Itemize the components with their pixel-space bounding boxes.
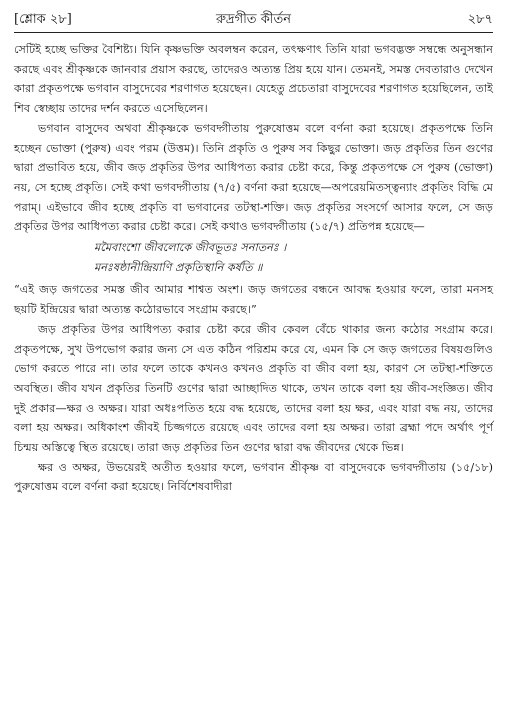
verse-line-2: মনঃষষ্ঠানীন্দ্রিয়াণি প্রকৃতিস্থানি কর্ষতি ॥ [94, 260, 263, 274]
paragraph-2: ভগবান বাসুদেব অথবা শ্রীকৃষ্ণকে ভগবদ্গীতায় পুরুষোত্তম বলে বর্ণনা করা হয়েছে। প্রকৃতপক্ষে তিনি হচ্ছেন ভোক্তা (পুরুষ) এবং পরম (উত্তম)। তিনি প্রকৃতি ও পুরুষ সব কিছুর ভোক্তা। জড় প্রকৃতির তিন গুণের দ্বারা প্রভাবিত হয়ে, জীব জড় প্রকৃতির উপর আধিপত্য করার চেষ্টা করে, কিন্তু প্রকৃতপক্ষে সে পুরুষ (ভোক্তা) নয়, সে হচ্ছে প্রকৃতি। সেই কথা ভগবদ্গীতায় (৭/৫) বর্ণনা করা হয়েছে—অপরেয়মিতস্ত্বন্যাং প্রকৃতিং বিদ্ধি মে পরাম্। এইভাবে জীব হচ্ছে প্রকৃতি বা ভগবানের তটস্থা-শক্তি। জড় প্রকৃতির সংসর্গে আসার ফলে, সে জড় প্রকৃতির উপর আধিপত্য করার চেষ্টা করে। সেই কথাও ভগবদ্গীতায় (১৫/৭) প্রতিপন্ন হয়েছে— [14, 121, 493, 234]
verse-translation: “এই জড় জগতের সমস্ত জীব আমার শাশ্বত অংশ। জড় জগতের বন্ধনে আবদ্ধ হওয়ার ফলে, তারা মনসহ ছয়টি ইন্দ্রিয়ের দ্বারা অত্যন্ত কঠোরভাবে সংগ্রাম করছে।” [14, 283, 493, 317]
paragraph-1: সেটিই হচ্ছে ভক্তির বৈশিষ্ট্য। যিনি কৃষ্ণভক্তি অবলম্বন করেন, তৎক্ষণাৎ তিনি যারা ভগবদ্ভক্ত সম্বন্ধে অনুসন্ধান করছে এবং শ্রীকৃষ্ণকে জানবার প্রয়াস করছে, তাদেরও অত্যন্ত প্রিয় হয়ে যান। তেমনই, সমস্ত দেবতারাও দেখেন কারা প্রকৃতপক্ষে ভগবান বাসুদেবের শরণাগত হয়েছেন। যেহেতু প্রচেতারা বাসুদেবের শরণাগত হয়েছিলেন, তাই শিব স্বেচ্ছায় তাদের দর্শন করতে এসেছিলেন। [14, 43, 493, 116]
page-number: ২৮৭ [467, 12, 493, 27]
running-header [14, 6, 493, 33]
verse-reference: [শ্লোক ২৮] [14, 12, 72, 27]
sanskrit-verse [14, 238, 493, 277]
paragraph-3: জড় প্রকৃতির উপর আধিপত্য করার চেষ্টা করে জীব কেবল বেঁচে থাকার জন্য কঠোর সংগ্রাম করে। প্রকৃতপক্ষে, সুখ উপভোগ করার জন্য সে এত কঠিন পরিশ্রম করে যে, এমন কি সে জড় জগতের বিষয়গুলিও ভোগ করতে পারে না। তার ফলে তাকে কখনও কখনও প্রকৃতি বা জীব বলা হয়, কারণ সে তটস্থা-শক্তিতে অবস্থিত। জীব যখন প্রকৃতির তিনটি গুণের দ্বারা আচ্ছাদিত থাকে, তখন তাকে বলা হয় জীব-সংজ্ঞিত। জীব দুই প্রকার—ক্ষর ও অক্ষর। যারা অধঃপতিত হয়ে বদ্ধ হয়েছে, তাদের বলা হয় ক্ষর, এবং যারা বদ্ধ নয়, তাদের বলা হয় অক্ষর। অধিকাংশ জীবই চিজ্জগতে রয়েছে এবং তাদের বলা হয় অক্ষর। তারা ব্রহ্মা পদে অর্থাৎ পূর্ণ চিন্ময় অস্তিত্বে স্থিত রয়েছে। তারা জড় প্রকৃতির তিন গুণের দ্বারা বদ্ধ জীবদের থেকে ভিন্ন। [14, 322, 493, 455]
chapter-title: রুদ্রগীত কীর্তন [215, 12, 292, 27]
paragraph-4: ক্ষর ও অক্ষর, উভয়েরই অতীত হওয়ার ফলে, ভগবান শ্রীকৃষ্ণ বা বাসুদেবকে ভগবদ্গীতায় (১৫/১৮) পুরুষোত্তম বলে বর্ণনা করা হয়েছে। নির্বিশেষবাদীরা [14, 460, 493, 494]
verse-line-1: মমৈবাংশো জীবলোকে জীবভূতঃ সনাতনঃ । [94, 241, 287, 255]
page-body [14, 40, 493, 497]
